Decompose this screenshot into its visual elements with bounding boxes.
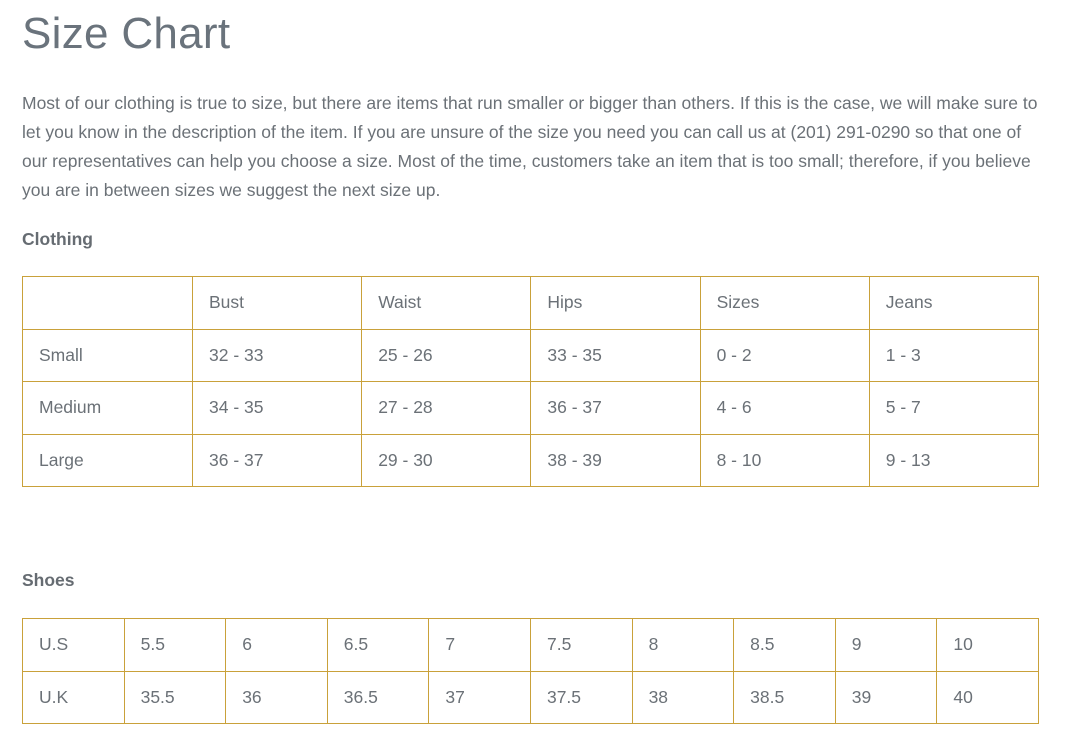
header-cell-sizes: Sizes — [700, 277, 869, 330]
table-cell: 0 - 2 — [700, 329, 869, 382]
table-cell: 36 - 37 — [193, 434, 362, 487]
shoes-heading: Shoes — [22, 570, 75, 590]
header-cell-waist: Waist — [362, 277, 531, 330]
row-label-small: Small — [23, 329, 193, 382]
header-cell-jeans: Jeans — [869, 277, 1038, 330]
table-cell: 38 — [632, 671, 734, 724]
table-row — [23, 329, 1039, 382]
table-cell: 27 - 28 — [362, 382, 531, 435]
table-row — [23, 671, 1039, 724]
table-cell: 5 - 7 — [869, 382, 1038, 435]
table-row — [23, 382, 1039, 435]
row-label-uk: U.K — [23, 671, 125, 724]
table-cell: 7 — [429, 619, 531, 672]
table-cell: 6 — [226, 619, 328, 672]
table-cell: 38 - 39 — [531, 434, 700, 487]
table-cell: 39 — [835, 671, 937, 724]
table-cell: 8 - 10 — [700, 434, 869, 487]
table-cell: 36 — [226, 671, 328, 724]
table-cell: 1 - 3 — [869, 329, 1038, 382]
table-row — [23, 619, 1039, 672]
table-cell: 7.5 — [530, 619, 632, 672]
table-cell: 10 — [937, 619, 1039, 672]
table-row — [23, 434, 1039, 487]
table-cell: 35.5 — [124, 671, 226, 724]
table-cell: 9 - 13 — [869, 434, 1038, 487]
table-cell: 8 — [632, 619, 734, 672]
table-cell: 37.5 — [530, 671, 632, 724]
row-label-large: Large — [23, 434, 193, 487]
table-cell: 34 - 35 — [193, 382, 362, 435]
shoes-size-table — [22, 618, 1039, 724]
table-cell: 25 - 26 — [362, 329, 531, 382]
row-label-us: U.S — [23, 619, 125, 672]
header-cell-hips: Hips — [531, 277, 700, 330]
clothing-size-table — [22, 276, 1039, 487]
table-cell: 36.5 — [327, 671, 429, 724]
intro-paragraph: Most of our clothing is true to size, but there are items that run smaller or bigger than others. If this is the case, we will make sure to let you know in the description of the item. If you are unsure of the size you need you can call us at (201) 291-0290 so that one of our representatives can help you choose a size. Most of the time, customers take an item that is too small; therefore, if you believe you are in between sizes we suggest the next size up. — [22, 93, 1038, 200]
header-cell-bust: Bust — [193, 277, 362, 330]
table-cell: 40 — [937, 671, 1039, 724]
table-cell: 5.5 — [124, 619, 226, 672]
header-cell — [23, 277, 193, 330]
clothing-heading: Clothing — [22, 229, 93, 249]
table-cell: 38.5 — [734, 671, 836, 724]
row-label-medium: Medium — [23, 382, 193, 435]
table-cell: 29 - 30 — [362, 434, 531, 487]
table-cell: 33 - 35 — [531, 329, 700, 382]
table-cell: 4 - 6 — [700, 382, 869, 435]
table-cell: 9 — [835, 619, 937, 672]
table-cell: 32 - 33 — [193, 329, 362, 382]
table-cell: 37 — [429, 671, 531, 724]
table-cell: 8.5 — [734, 619, 836, 672]
page-title: Size Chart — [22, 9, 231, 58]
table-cell: 6.5 — [327, 619, 429, 672]
table-cell: 36 - 37 — [531, 382, 700, 435]
table-header-row — [23, 277, 1039, 330]
